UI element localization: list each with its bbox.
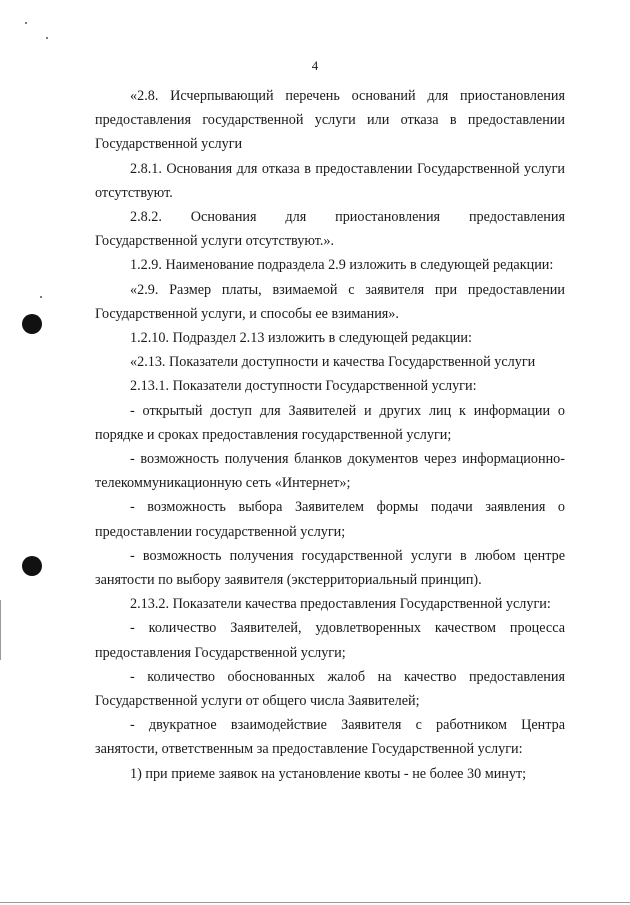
list-item: - возможность выбора Заявителем формы подачи заявления о предоставлении государственной услуги;: [95, 499, 565, 540]
scan-speck: [46, 37, 48, 39]
paragraph-2-13-2: 2.13.2. Показатели качества предоставления Государственной услуги:: [130, 596, 551, 613]
list-item: - открытый доступ для Заявителей и других лиц к информации о порядке и сроках предоставления государственной услуги;: [95, 402, 565, 443]
paragraph-1-2-10: 1.2.10. Подраздел 2.13 изложить в следующей редакции:: [130, 330, 472, 347]
paragraph-2-13-1: 2.13.1. Показатели доступности Государственной услуги:: [130, 378, 477, 395]
paragraph-2-8-2: 2.8.2. Основания для приостановления предоставления Государственной услуги отсутствуют.».: [95, 209, 565, 250]
scan-edge-line: [0, 902, 630, 903]
scan-speck: [40, 296, 42, 298]
document-body: [95, 84, 565, 786]
list-item: - возможность получения государственной услуги в любом центре занятости по выбору заявителя (экстерриториальный принцип).: [95, 547, 565, 589]
list-item: - количество обоснованных жалоб на качество предоставления Государственной услуги от общего числа Заявителей;: [95, 668, 565, 710]
punch-hole-bottom: [22, 556, 42, 576]
list-item: - количество Заявителей, удовлетворенных качеством процесса предоставления Государственной услуги;: [95, 620, 565, 661]
list-item: 1) при приеме заявок на установление квоты - не более 30 минут;: [130, 765, 527, 782]
page-number: 4: [311, 58, 319, 73]
paragraph-2-9: «2.9. Размер платы, взимаемой с заявителя при предоставлении Государственной услуги, и способы ее взимания».: [95, 281, 565, 322]
paragraph-1-2-9: 1.2.9. Наименование подраздела 2.9 изложить в следующей редакции:: [130, 257, 554, 274]
scan-speck: [25, 22, 27, 24]
list-item: - двукратное взаимодействие Заявителя с работником Центра занятости, ответственным за предоставление Государственной услуги:: [95, 717, 565, 758]
paragraph-2-8-1: 2.8.1. Основания для отказа в предоставлении Государственной услуги отсутствуют.: [95, 160, 565, 201]
paragraph-2-13-heading: «2.13. Показатели доступности и качества Государственной услуги: [130, 354, 536, 371]
punch-hole-top: [22, 314, 42, 334]
paragraph-2-8-heading: «2.8. Исчерпывающий перечень оснований для приостановления предоставления государственной услуги или отказа в предоставлении Государственной услуги: [95, 88, 565, 153]
scan-edge-line: [0, 600, 1, 660]
list-item: - возможность получения бланков документов через информационно-телекоммуникационную сеть «Интернет»;: [95, 451, 565, 492]
